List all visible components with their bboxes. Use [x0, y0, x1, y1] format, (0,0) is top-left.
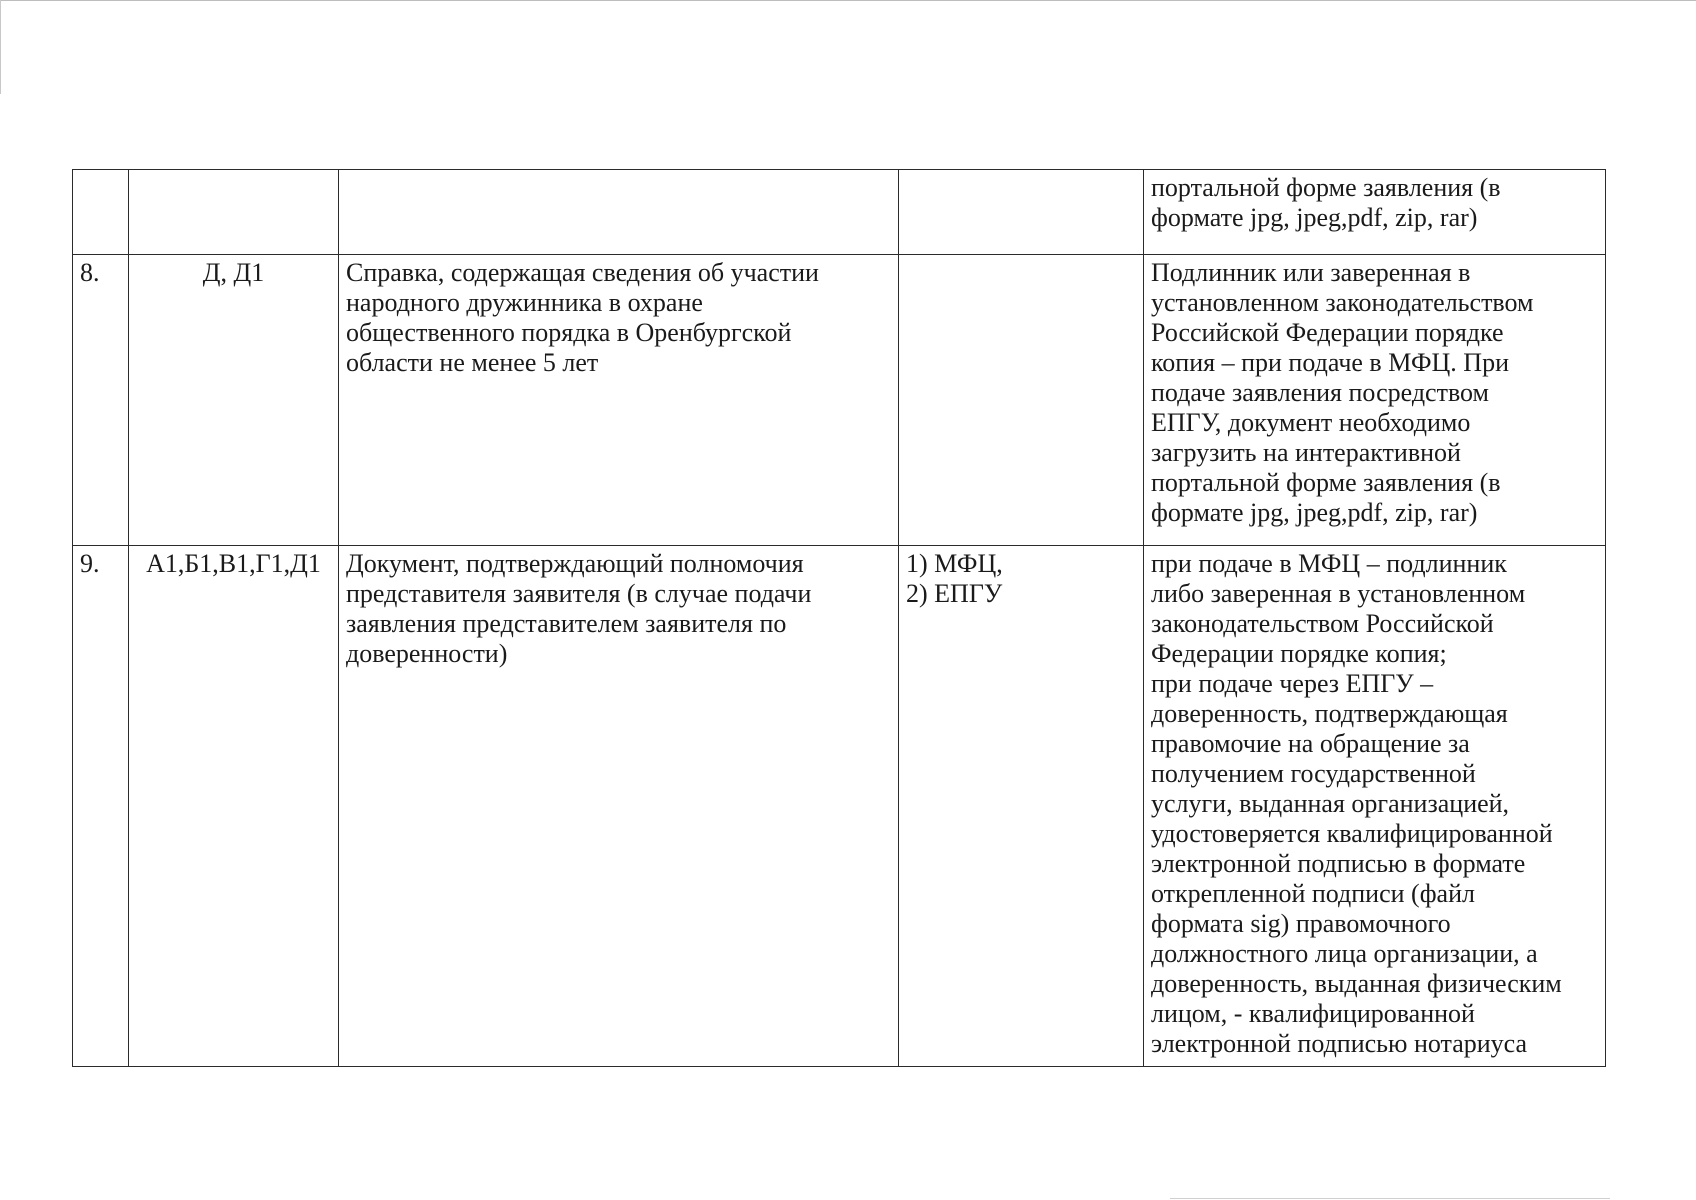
applicant-category-cell	[129, 170, 339, 255]
submission-channel-cell	[899, 170, 1144, 255]
document-name-cell: Справка, содержащая сведения об участии народного дружинника в охране общественного порядка в Оренбургской области не менее 5 лет	[339, 255, 899, 546]
scan-edge-bottom	[1170, 1198, 1610, 1199]
applicant-category-cell: Д, Д1	[129, 255, 339, 546]
document-name-cell: Документ, подтверждающий полномочия представителя заявителя (в случае подачи заявления представителем заявителя по доверенности)	[339, 546, 899, 1067]
submission-channel-cell: 1) МФЦ, 2) ЕПГУ	[899, 546, 1144, 1067]
table-row	[73, 546, 1606, 1067]
submission-requirements-cell: при подаче в МФЦ – подлинник либо заверенная в установленном законодательством Российской Федерации порядке копия; при подаче через ЕПГУ – доверенность, подтверждающая правомочие на обращение за получением государственной услуги, выданная организацией, удостоверяется квалифицированной электронной подписью в формате открепленной подписи (файл формата sig) правомочного должностного лица организации, а доверенность, выданная физическим лицом, - квалифицированной электронной подписью нотариуса	[1144, 546, 1606, 1067]
submission-requirements-cell: портальной форме заявления (в формате jpg, jpeg,pdf, zip, rar)	[1144, 170, 1606, 255]
row-number-cell: 9.	[73, 546, 129, 1067]
submission-channel-cell	[899, 255, 1144, 546]
table-row	[73, 255, 1606, 546]
document-name-cell	[339, 170, 899, 255]
documents-table	[72, 169, 1606, 1067]
applicant-category-cell: А1,Б1,В1,Г1,Д1	[129, 546, 339, 1067]
submission-requirements-cell: Подлинник или заверенная в установленном законодательством Российской Федерации порядке копия – при подаче в МФЦ. При подаче заявления посредством ЕПГУ, документ необходимо загрузить на интерактивной портальной форме заявления (в формате jpg, jpeg,pdf, zip, rar)	[1144, 255, 1606, 546]
scan-edge-left	[0, 0, 1, 94]
row-number-cell	[73, 170, 129, 255]
scan-edge-top	[0, 0, 1696, 1]
row-number-cell: 8.	[73, 255, 129, 546]
table-row	[73, 170, 1606, 255]
